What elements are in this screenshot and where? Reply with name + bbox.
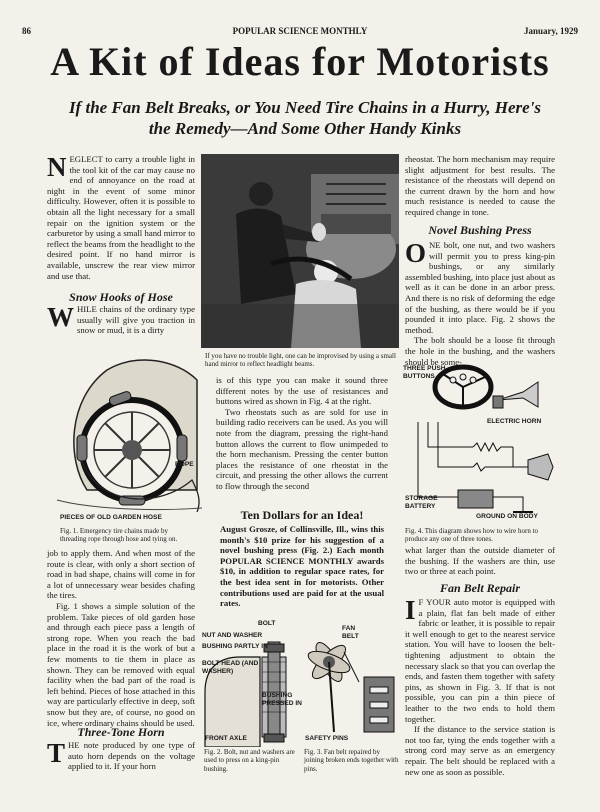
bushing-dropcap: O [405, 238, 427, 268]
fig4-label-horn: ELECTRIC HORN [487, 418, 542, 425]
fig2-label-head: BOLT HEAD (AND WASHER) [202, 660, 259, 675]
fig2-label-pressed: BUSHING PRESSED IN [262, 692, 302, 707]
snow-hooks-intro: WHILE chains of the ordinary type usually will give you traction in snow or mud, it is a dirty [47, 302, 195, 336]
article-subtitle: If the Fan Belt Breaks, or You Need Tire Chains in a Hurry, Here's the Remedy—And Some Other Handy Kinks [68, 98, 542, 138]
fig1-label-rope: ROPE [175, 461, 194, 468]
snow-hooks-body: job to apply them. And when most of the route is clear, with only a short section of road in bad shape, chains will come in for a lot of unnecessary wear besides chafing the tires. Fig. 1 shows a simple solution of the problem. Take pieces of old garden hose and through each piece pass a length of strong rope. When you reach the bad place in the road it is the work of but a few moments to tie them in place as shown. They can be removed with equal facility when the bad part of the road is left behind. Pieces of hose attached in this way are particularly effective in deep, soft snow but they are, of course, no good on ice, where ordinary chains should be used. [47, 548, 195, 728]
bushing-continued: what larger than the outside diameter of the bushing. If the washers are thin, use two or three at each point. [405, 545, 555, 577]
photo-caption: If you have no trouble light, one can be improvised by using a small hand mirror to reflect headlight beams. [205, 352, 396, 369]
snow-hooks-dropcap: W [47, 302, 74, 332]
fig2-label-bolt: BOLT [258, 620, 276, 627]
intro-paragraph: NEGLECT to carry a trouble light in the tool kit of the car may cause no end of annoyance on the road at night in the event of some minor difficulty. However, often it is possible to obtain all the light necessary for a small repair on the ignition system or the carburetor by using a small hand mirror to reflect the beams from the headlight to the desired point. If no hand mirror is available, unscrew the rear view mirror and use that. [47, 152, 195, 281]
fig3-caption: Fig. 3. Fan belt repaired by joining broken ends together with pins. [304, 748, 399, 773]
intro-dropcap: N [47, 152, 67, 182]
fig3-label-pins: SAFETY PINS [305, 735, 349, 742]
horn-heading: Three-Tone Horn [77, 725, 165, 739]
photo-scene [201, 154, 399, 348]
snow-hooks-heading: Snow Hooks of Hose [69, 290, 173, 304]
fanbelt-text: I F YOUR auto motor is equipped with a plain, flat fan belt made of either fabric or leather, it is possible to repair it well enough to get to the nearest service station. You will have to loosen the belt-tightening adjustment to obtain the necessary slack so that you can overlap the ends, and fasten them together with safety pins, as shown in Fig. 3. If that is not possible, you can pin a thin piece of leather to the two ends to hold them together. If the distance to the service station is not too far, tying the ends together with a strong cord may serve as an emergency repair. The belt should be replaced with a new one as soon as possible. [405, 595, 555, 777]
fig4-label-ground: GROUND ON BODY [476, 513, 538, 520]
fig2-label-partly: BUSHING PARTLY IN [202, 643, 268, 650]
horn-dropcap: T [47, 738, 66, 768]
issue-date: January, 1929 [523, 26, 578, 36]
contest-text: August Grosze, of Collinsville, Ill., wins this month's $10 prize for his suggestion of a novel bushing press (Fig. 2.) Each month POPULAR SCIENCE MONTHLY awards $10, in addition to regular space rates, for the best idea sent in for motorists. Other contributions used are paid for at the usual rates. [220, 524, 384, 609]
magazine-name: POPULAR SCIENCE MONTHLY [232, 26, 368, 36]
fig4-caption: Fig. 4. This diagram shows how to wire horn to produce any one of three tones. [405, 527, 539, 544]
fig2-caption: Fig. 2. Bolt, nut and washers are used to press on a king-pin bushing. [204, 748, 295, 773]
fig2-label-nut: NUT AND WASHER [202, 632, 263, 639]
mirror-photo [201, 154, 399, 348]
fanbelt-heading: Fan Belt Repair [439, 581, 520, 595]
page-number: 86 [22, 26, 31, 36]
fig3-label-fan: FAN BELT [342, 625, 359, 640]
horn-middle-text: is of this type you can make it sound three different notes by the use of resistances and buttons wired as shown in Fig. 4 at the right. Two rheostats such as are sold for use in building radio receivers can be used. As you will note from the diagram, pressing the right-hand button allows the current to flow unimpeded to the horn mechanism. Pressing the center button places the resistance of one rheostat in the circuit, and pressing the other allows the current to flow through the second [216, 375, 388, 491]
article-title: A Kit of Ideas for Motorists [50, 39, 550, 84]
horn-intro: THE note produced by one type of auto horn depends on the voltage applied to it. If your horn [47, 738, 195, 772]
bushing-text: ONE bolt, one nut, and two washers will permit you to press king-pin bushings, or any similarly assembled bushing, into place just about as well as it can be done in an arbor press. And there is no risk of deforming the edge of the bushing, as there would be if you pounded it into place. Fig. 2 shows the method. The bolt should be a loose fit through the hole in the bushing, and the washers should be some- [405, 238, 555, 367]
fig1-tire-illustration [47, 340, 207, 515]
bushing-heading: Novel Bushing Press [428, 223, 532, 237]
fanbelt-dropcap: I [405, 595, 416, 625]
contest-heading: Ten Dollars for an Idea! [240, 508, 364, 522]
fig2-label-axle: FRONT AXLE [205, 735, 247, 742]
fig1-caption: Fig. 1. Emergency tire chains made by threading rope through hose and tying on. [60, 527, 178, 544]
fig2-bushing-illustration [200, 622, 300, 747]
horn-right-text: rheostat. The horn mechanism may require slight adjustment for best results. The resistance of the rheostats will depend on the current drawn by the horn and how much resistance is needed to cause the required change in tone. [405, 154, 555, 217]
fig4-label-battery: STORAGE BATTERY [405, 495, 438, 510]
fig1-label-hose: PIECES OF OLD GARDEN HOSE [60, 514, 162, 521]
fig4-label-buttons: THREE PUSH BUTTONS [403, 365, 446, 380]
